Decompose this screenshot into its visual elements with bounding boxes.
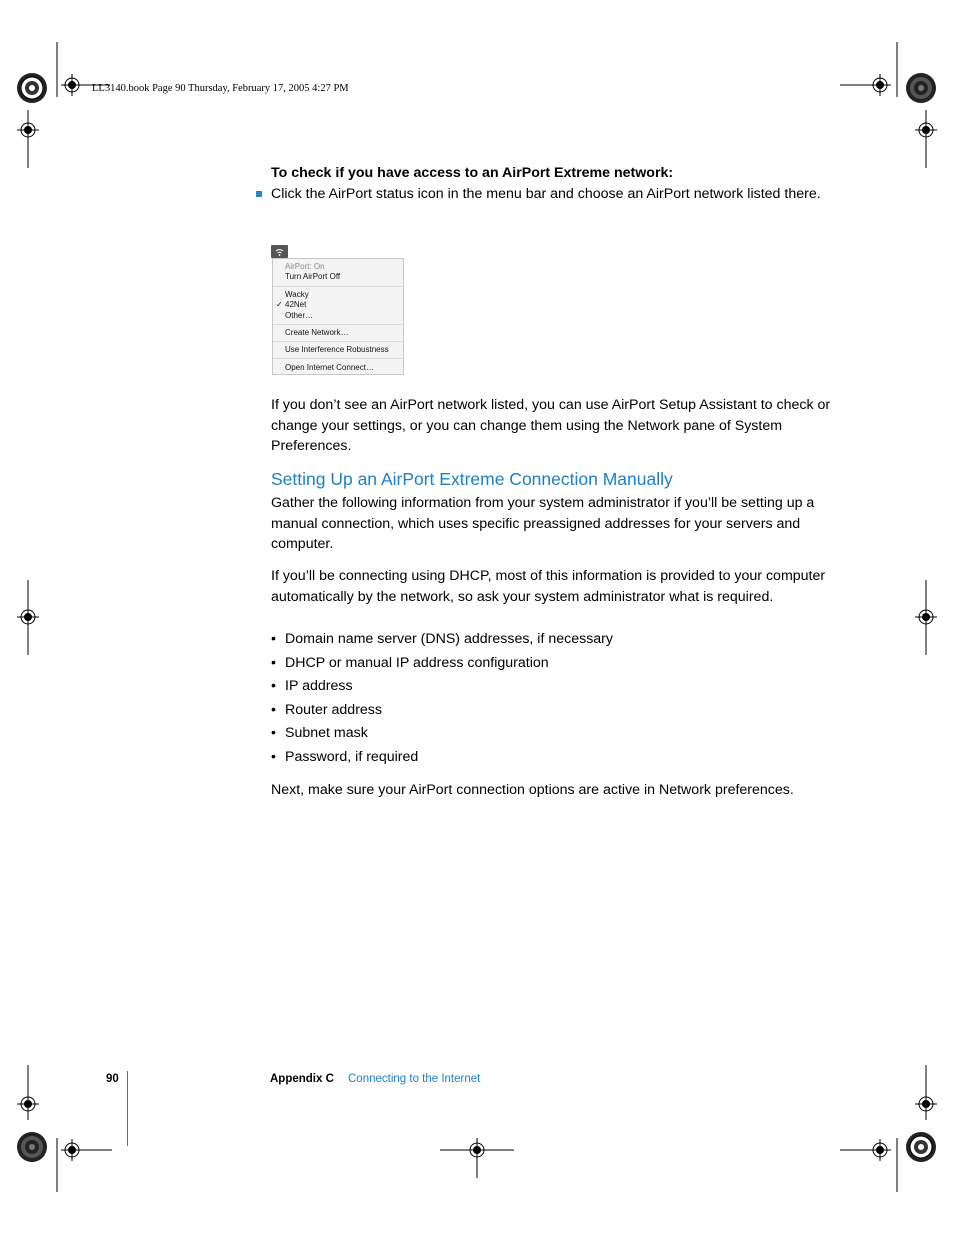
checkmark-icon: ✓ bbox=[276, 300, 283, 309]
menu-separator bbox=[273, 324, 403, 325]
footer-divider bbox=[127, 1071, 128, 1146]
menu-separator bbox=[273, 358, 403, 359]
menu-item-open-internet-connect[interactable]: Open Internet Connect… bbox=[285, 363, 374, 372]
list-item-text: Password, if required bbox=[285, 748, 419, 765]
list-item-text: Domain name server (DNS) addresses, if necessary bbox=[285, 631, 614, 647]
page-number: 90 bbox=[106, 1073, 119, 1085]
list-item bbox=[271, 629, 831, 653]
instruction-step-text: Click the AirPort status icon in the menu bar and choose an AirPort network listed there. bbox=[271, 186, 821, 202]
menu-item-turn-airport-off[interactable]: Turn AirPort Off bbox=[285, 272, 341, 281]
bullet-dot: • bbox=[271, 748, 276, 765]
list-item-text: Subnet mask bbox=[285, 725, 368, 741]
required-info-list bbox=[271, 629, 831, 770]
menu-item-create-network[interactable]: Create Network… bbox=[285, 328, 349, 337]
footer-appendix: Appendix C bbox=[270, 1073, 334, 1085]
list-item bbox=[271, 653, 831, 677]
instruction-lead: To check if you have access to an AirPort Extreme network: bbox=[271, 165, 674, 181]
menu-item-network-wacky[interactable]: Wacky bbox=[285, 290, 309, 299]
bullet-dot: • bbox=[271, 725, 276, 741]
list-item-text: IP address bbox=[285, 678, 353, 694]
bullet-dot: • bbox=[271, 678, 276, 694]
list-item-text: Router address bbox=[285, 701, 382, 718]
list-item bbox=[271, 700, 831, 724]
square-bullet-icon bbox=[256, 191, 262, 197]
airport-status-icon bbox=[271, 245, 288, 258]
menu-separator bbox=[273, 341, 403, 342]
section-heading: Setting Up an AirPort Extreme Connection Manually bbox=[271, 469, 673, 489]
bullet-dot: • bbox=[271, 654, 276, 671]
footer-chapter-title: Connecting to the Internet bbox=[348, 1073, 481, 1085]
menu-item-network-other[interactable]: Other… bbox=[285, 311, 314, 320]
list-item bbox=[271, 747, 831, 771]
paragraph-gather-info: Gather the following information from your system administrator if you’ll be setting up a manual connection, which uses specific preassigned addresses for your servers and computer. bbox=[271, 495, 815, 552]
list-item-text: DHCP or manual IP address configuration bbox=[285, 654, 549, 671]
paragraph-next-step: Next, make sure your AirPort connection options are active in Network preferences. bbox=[271, 782, 794, 798]
list-item bbox=[271, 676, 831, 700]
menu-item-interference-robustness[interactable]: Use Interference Robustness bbox=[285, 345, 389, 354]
menu-separator bbox=[273, 286, 403, 287]
bullet-dot: • bbox=[271, 631, 276, 647]
paragraph-no-network: If you don’t see an AirPort network listed, you can use AirPort Setup Assistant to check or change your settings, or you can change them using the Network pane of System Preferences. bbox=[271, 397, 831, 454]
menu-item-network-42net[interactable]: 42Net bbox=[285, 300, 307, 309]
print-slug: LL3140.book Page 90 Thursday, February 17, 2005 4:27 PM bbox=[92, 83, 349, 94]
airport-menu bbox=[272, 258, 404, 375]
menu-item-airport-status: AirPort: On bbox=[285, 262, 325, 271]
bullet-dot: • bbox=[271, 701, 276, 718]
paragraph-dhcp: If you’ll be connecting using DHCP, most of this information is provided to your computer automatically by the network, so ask your system administrator what is required. bbox=[271, 568, 826, 605]
list-item bbox=[271, 723, 831, 747]
